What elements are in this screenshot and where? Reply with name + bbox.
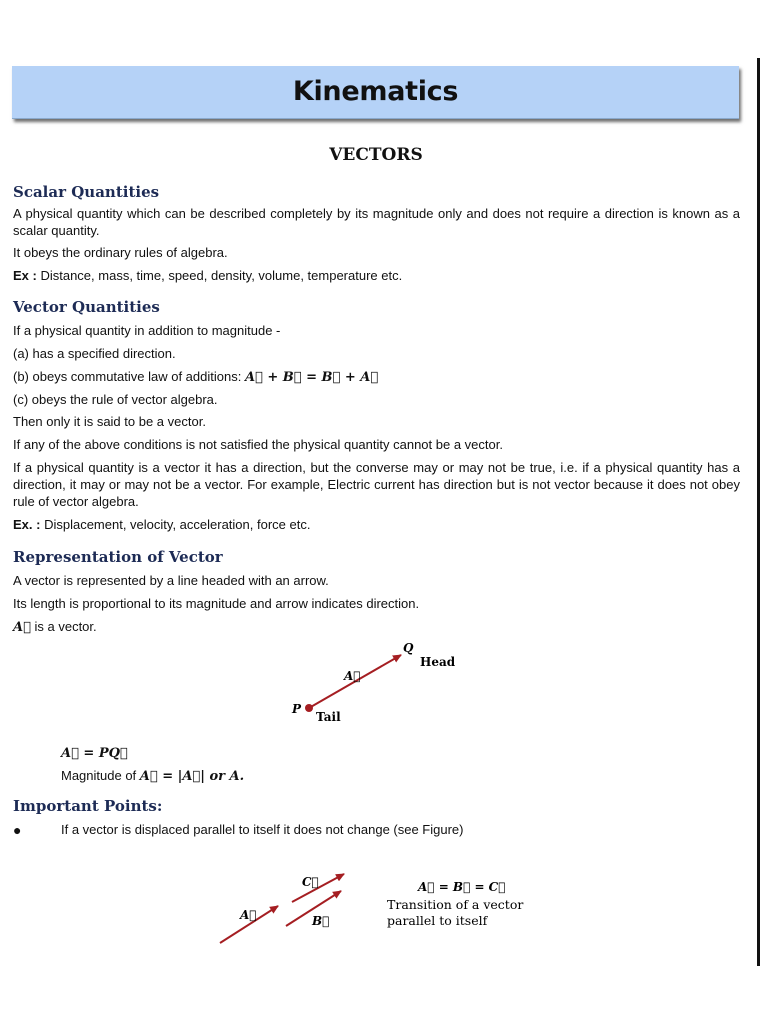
- vector-condition-c: (c) obeys the rule of vector algebra.: [13, 392, 218, 407]
- label-c: C⃗: [302, 875, 319, 889]
- vector-condition-a: (a) has a specified direction.: [13, 346, 176, 361]
- vector-condition-b-text: (b) obeys commutative law of additions:: [13, 369, 245, 384]
- scalar-example: [13, 267, 740, 284]
- tail-point: [305, 704, 313, 712]
- equation-a-pq-text: A⃗ = PQ⃗: [61, 746, 128, 761]
- caption-line-1: Transition of a vector: [387, 897, 524, 912]
- page-title: Kinematics: [292, 76, 459, 107]
- bullet: ●: [13, 822, 22, 838]
- commutative-equation: A⃗ + B⃗ = B⃗ + A⃗: [244, 370, 379, 385]
- scalar-definition: A physical quantity which can be described completely by its magnitude only and does not require a direction is known as a scalar quantity.: [13, 206, 740, 238]
- label-tail: Tail: [316, 710, 341, 724]
- vector-not-satisfied: If any of the above conditions is not satisfied the physical quantity cannot be a vector.: [13, 437, 503, 452]
- label-q: Q: [403, 641, 414, 655]
- representation-line-2: Its length is proportional to its magnitude and arrow indicates direction.: [13, 596, 420, 611]
- important-heading: Important Points:: [13, 797, 163, 815]
- magnitude-equation: [61, 767, 768, 785]
- label-head: Head: [420, 655, 456, 669]
- important-point-1: If a vector is displaced parallel to itself it does not change (see Figure): [61, 822, 464, 837]
- vector-a-symbol: A⃗: [13, 620, 31, 635]
- equality-label: A⃗ = B⃗ = C⃗: [418, 880, 506, 894]
- label-a: A⃗: [344, 669, 361, 683]
- vector-ex-text: Displacement, velocity, acceleration, force etc.: [40, 517, 311, 532]
- vector-ex-label: Ex. :: [13, 517, 41, 532]
- caption-line-2: parallel to itself: [387, 913, 488, 928]
- vector-then: Then only it is said to be a vector.: [13, 414, 206, 429]
- representation-heading: Representation of Vector: [13, 548, 223, 566]
- scalar-ex-text: Distance, mass, time, speed, density, volume, temperature etc.: [36, 268, 403, 283]
- magnitude-text: Magnitude of: [61, 768, 140, 783]
- vector-pq-figure: [280, 636, 480, 731]
- representation-line-3: [13, 618, 740, 636]
- representation-line-3-text: is a vector.: [30, 619, 97, 634]
- title-banner: [12, 66, 739, 119]
- vector-heading: Vector Quantities: [13, 298, 160, 316]
- equation-a-pq: [61, 744, 768, 762]
- parallel-vectors-figure: [210, 866, 530, 948]
- scalar-heading: Scalar Quantities: [13, 183, 160, 201]
- representation-line-1: A vector is represented by a line headed with an arrow.: [13, 573, 329, 588]
- label-p: P: [292, 702, 302, 716]
- vector-intro: If a physical quantity in addition to magnitude -: [13, 323, 281, 338]
- scalar-rule: It obeys the ordinary rules of algebra.: [13, 245, 228, 260]
- magnitude-math: A⃗ = |A⃗| or A.: [139, 769, 245, 784]
- label-a2: A⃗: [240, 908, 257, 922]
- label-b: B⃗: [312, 914, 330, 928]
- vector-condition-b: [13, 368, 740, 386]
- vector-converse: If a physical quantity is a vector it has a direction, but the converse may or may not be true, i.e. if a physical quantity has a direction, it may or may not be a vector. For example, Electric current has direction but is not vector because it does not obey rule of vector algebra.: [13, 460, 740, 509]
- vector-example: [13, 516, 740, 533]
- section-title: VECTORS: [329, 145, 423, 165]
- scalar-ex-label: Ex :: [13, 268, 37, 283]
